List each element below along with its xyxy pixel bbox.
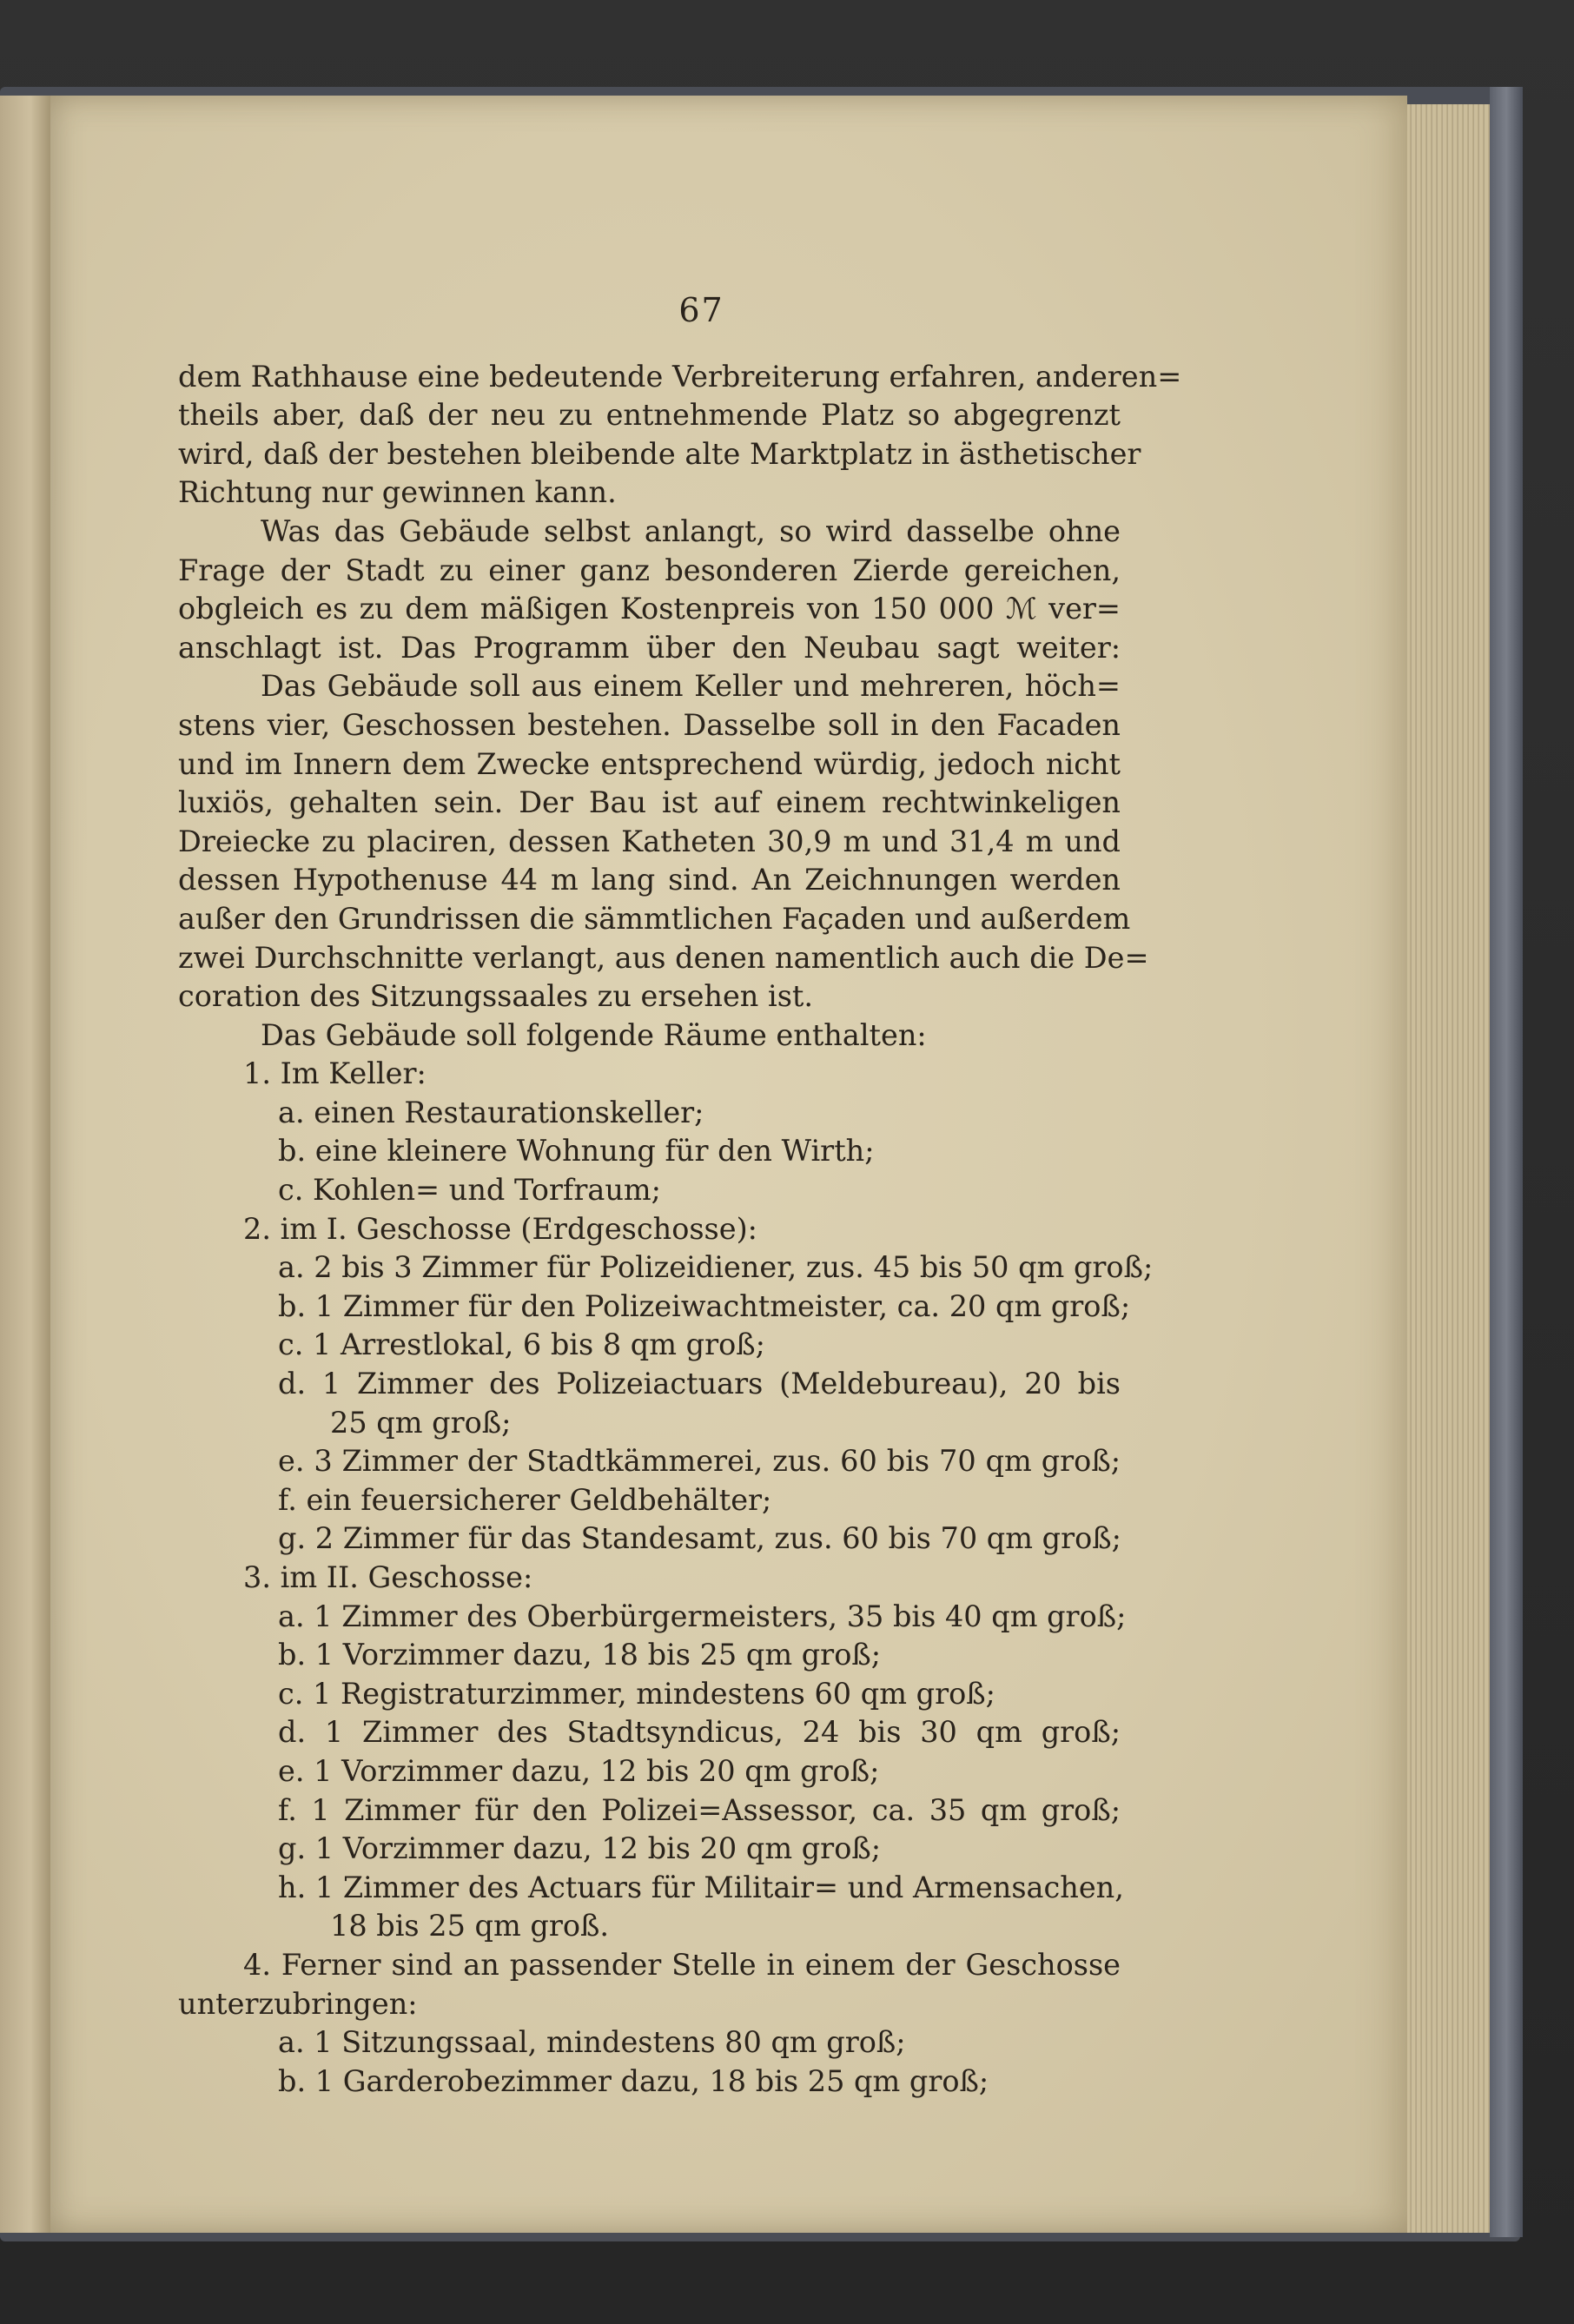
- text-line: b. 1 Garderobezimmer dazu, 18 bis 25 qm groß;: [278, 2063, 989, 2098]
- text-line: obgleich es zu dem mäßigen Kostenpreis von 150 000 ℳ ver=: [178, 592, 1121, 626]
- text-line: Frage der Stadt zu einer ganz besonderen Zierde gereichen,: [178, 553, 1121, 587]
- text-line: Richtung nur gewinnen kann.: [178, 475, 617, 510]
- text-line: a. 1 Sitzungssaal, mindestens 80 qm groß;: [278, 2025, 906, 2060]
- text-line: coration des Sitzungssaales zu ersehen ist.: [178, 979, 814, 1014]
- page-stack-edge: [1407, 104, 1493, 2233]
- cover-edge: [1490, 87, 1523, 2237]
- text-line: g. 1 Vorzimmer dazu, 12 bis 20 qm groß;: [278, 1831, 882, 1866]
- text-line: theils aber, daß der neu zu entnehmende Platz so abgegrenzt: [178, 398, 1121, 433]
- text-line: c. Kohlen= und Torfraum;: [278, 1173, 661, 1208]
- text-line: 25 qm groß;: [330, 1405, 512, 1440]
- text-line: c. 1 Registraturzimmer, mindestens 60 qm groß;: [278, 1676, 995, 1711]
- text-line: a. 1 Zimmer des Oberbürgermeisters, 35 bis 40 qm groß;: [278, 1599, 1127, 1633]
- text-line: f. 1 Zimmer für den Polizei=Assessor, ca. 35 qm groß;: [278, 1792, 1121, 1827]
- text-line: 1. Im Keller:: [243, 1056, 427, 1091]
- page-number: 67: [678, 291, 724, 329]
- text-line: Was das Gebäude selbst anlangt, so wird dasselbe ohne: [261, 513, 1121, 548]
- text-line: außer den Grundrissen die sämmtlichen Façaden und außerdem: [178, 901, 1131, 936]
- text-line: zwei Durchschnitte verlangt, aus denen namentlich auch die De=: [178, 940, 1149, 975]
- text-line: 3. im II. Geschosse:: [243, 1560, 533, 1594]
- text-lines: [178, 358, 1182, 2102]
- text-line: c. 1 Arrestlokal, 6 bis 8 qm groß;: [278, 1328, 765, 1362]
- text-line: 2. im I. Geschosse (Erdgeschosse):: [243, 1211, 757, 1246]
- text-line: luxiös, gehalten sein. Der Bau ist auf einem rechtwinkeligen: [178, 785, 1121, 820]
- text-line: dessen Hypothenuse 44 m lang sind. An Zeichnungen werden: [178, 863, 1121, 897]
- text-line: stens vier, Geschossen bestehen. Dasselbe soll in den Facaden: [178, 707, 1121, 742]
- text-line: b. 1 Zimmer für den Polizeiwachtmeister, ca. 20 qm groß;: [278, 1288, 1131, 1323]
- text-line: 18 bis 25 qm groß.: [330, 1909, 610, 1943]
- text-line: a. 2 bis 3 Zimmer für Polizeidiener, zus. 45 bis 50 qm groß;: [278, 1250, 1154, 1285]
- text-line: h. 1 Zimmer des Actuars für Militair= und Armensachen,: [278, 1870, 1124, 1904]
- text-line: Das Gebäude soll aus einem Keller und mehreren, höch=: [261, 669, 1121, 704]
- text-line: f. ein feuersicherer Geldbehälter;: [278, 1482, 772, 1517]
- text-line: g. 2 Zimmer für das Standesamt, zus. 60 bis 70 qm groß;: [278, 1521, 1121, 1556]
- text-line: Dreiecke zu placiren, dessen Katheten 30,9 m und 31,4 m und: [178, 824, 1121, 858]
- facing-page-edge: [0, 96, 53, 2233]
- text-line: unterzubringen:: [178, 1986, 418, 2021]
- text-line: e. 3 Zimmer der Stadtkämmerei, zus. 60 bis 70 qm groß;: [278, 1444, 1121, 1479]
- text-line: d. 1 Zimmer des Stadtsyndicus, 24 bis 30 qm groß;: [278, 1715, 1121, 1750]
- text-line: wird, daß der bestehen bleibende alte Marktplatz in ästhetischer: [178, 436, 1141, 471]
- text-line: 4. Ferner sind an passender Stelle in einem der Geschosse: [243, 1947, 1121, 1982]
- text-line: d. 1 Zimmer des Polizeiactuars (Meldebureau), 20 bis: [278, 1367, 1121, 1401]
- text-line: anschlagt ist. Das Programm über den Neubau sagt weiter:: [178, 630, 1121, 665]
- text-line: und im Innern dem Zwecke entsprechend würdig, jedoch nicht: [178, 746, 1121, 781]
- text-line: e. 1 Vorzimmer dazu, 12 bis 20 qm groß;: [278, 1753, 880, 1788]
- text-line: dem Rathhause eine bedeutende Verbreiterung erfahren, anderen=: [178, 359, 1182, 394]
- text-line: b. eine kleinere Wohnung für den Wirth;: [278, 1134, 875, 1169]
- page-text: [178, 291, 1182, 2101]
- text-line: a. einen Restaurationskeller;: [278, 1095, 704, 1129]
- text-line: Das Gebäude soll folgende Räume enthalten:: [261, 1017, 927, 1052]
- text-line: b. 1 Vorzimmer dazu, 18 bis 25 qm groß;: [278, 1638, 882, 1672]
